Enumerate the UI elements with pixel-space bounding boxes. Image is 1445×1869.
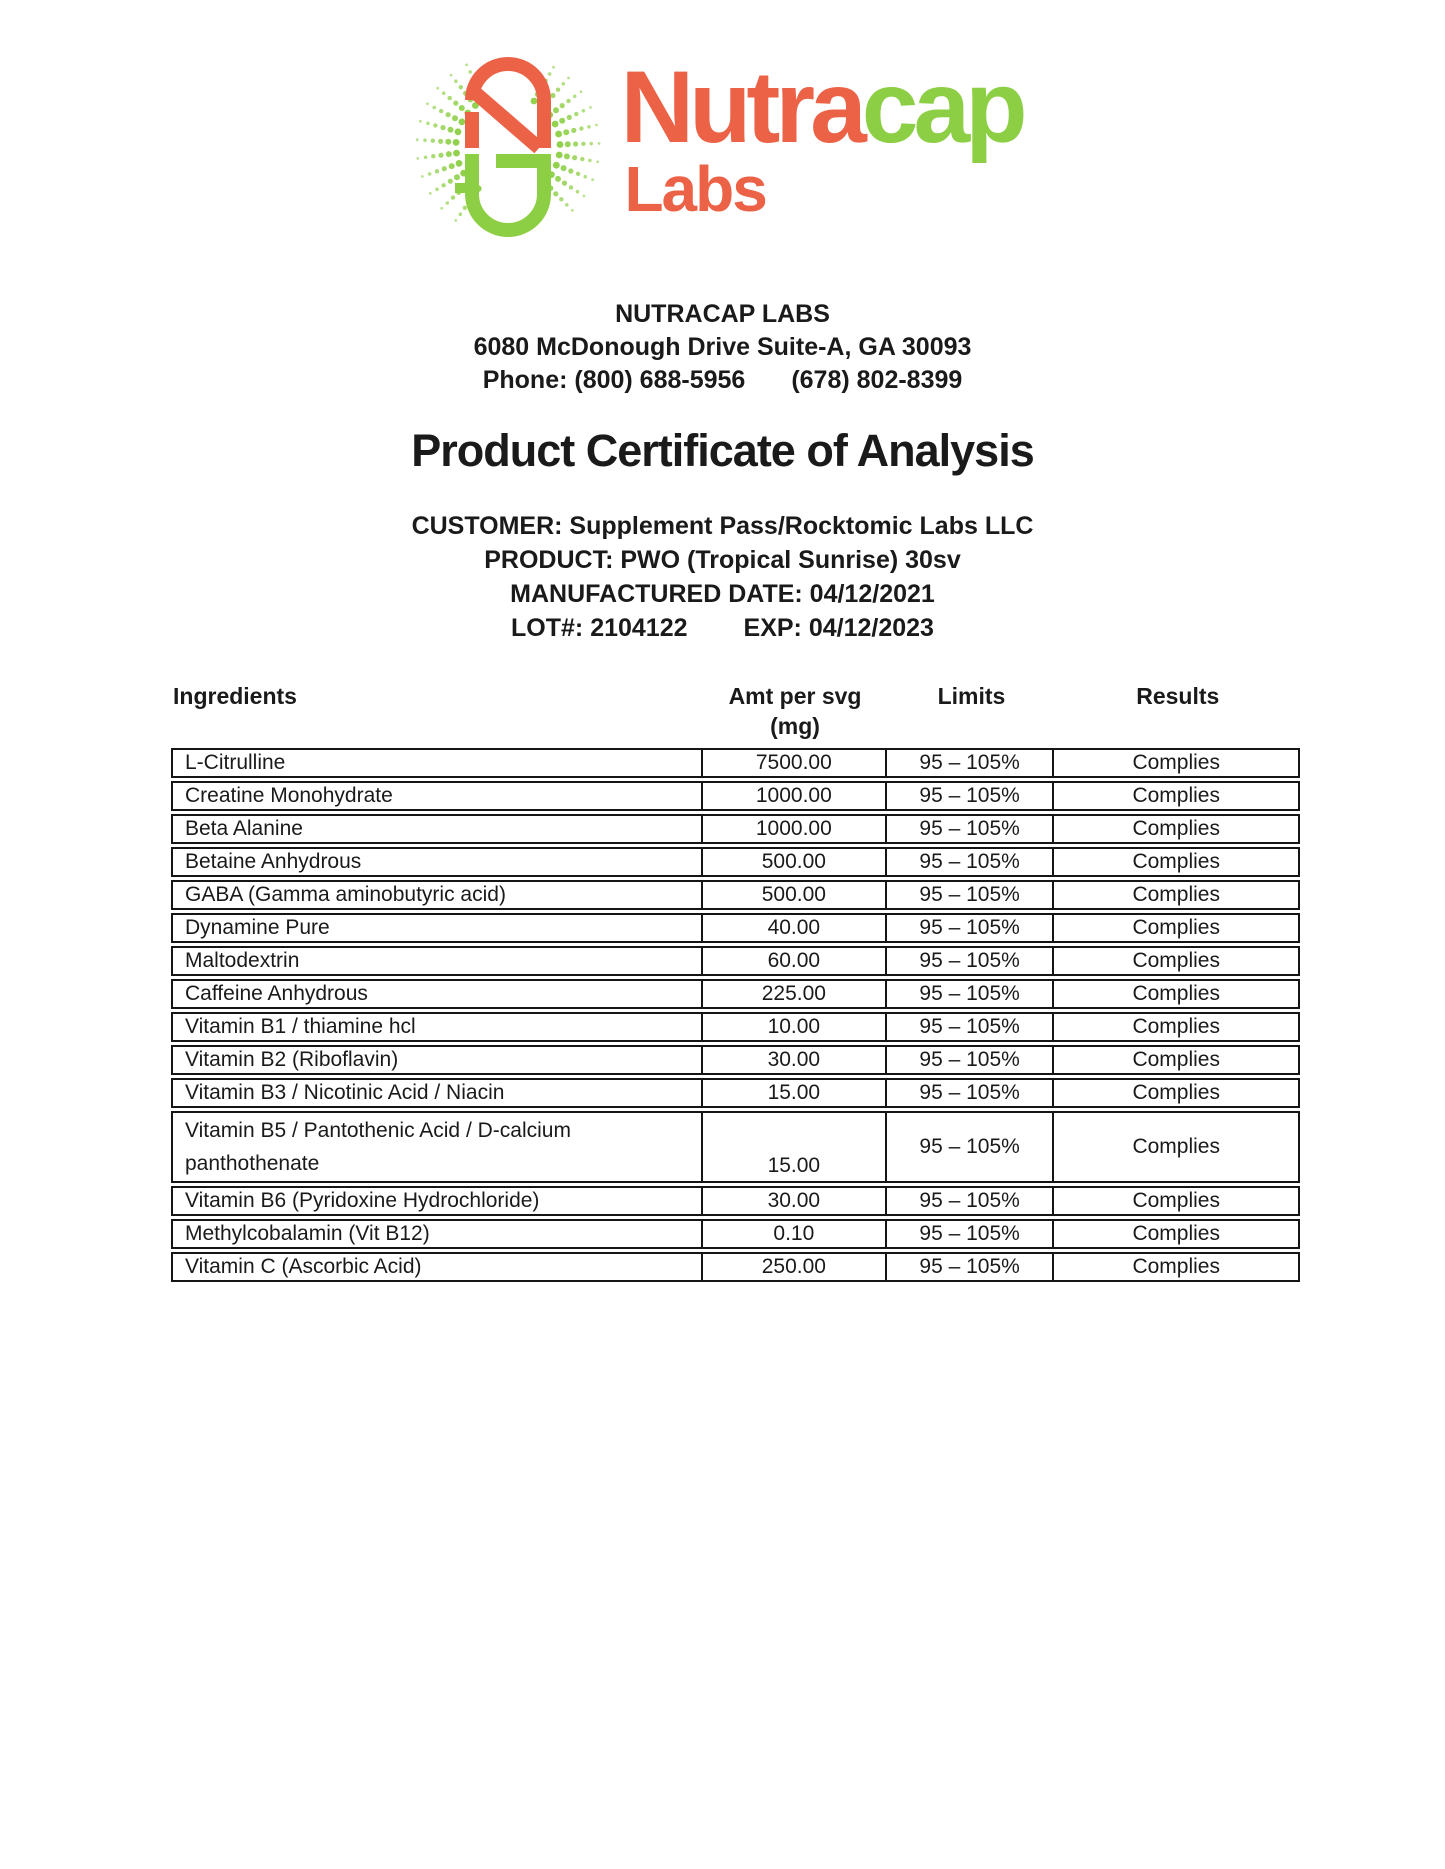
- company-phone-primary: Phone: (800) 688-5956: [482, 366, 746, 394]
- amount-cell: 10.00: [703, 1014, 887, 1040]
- limits-cell: 95 – 105%: [887, 915, 1055, 941]
- ingredient-cell: Vitamin C (Ascorbic Acid): [173, 1254, 703, 1280]
- ingredient-cell: Dynamine Pure: [173, 915, 703, 941]
- limits-cell: 95 – 105%: [887, 849, 1055, 875]
- ingredient-cell: Vitamin B3 / Nicotinic Acid / Niacin: [173, 1080, 703, 1106]
- nutracap-logo: [0, 0, 1445, 242]
- table-header-row: [171, 681, 1300, 741]
- amount-cell: 500.00: [703, 882, 887, 908]
- column-header-results: Results: [1136, 683, 1220, 709]
- table-row: [171, 979, 1300, 1009]
- amount-cell: 7500.00: [703, 750, 887, 776]
- ingredient-cell: GABA (Gamma aminobutyric acid): [173, 882, 703, 908]
- table-rows: [171, 748, 1300, 1282]
- result-cell: Complies: [1132, 1081, 1220, 1104]
- limits-cell: 95 – 105%: [887, 948, 1055, 974]
- table-row: [171, 781, 1300, 811]
- amount-cell: 30.00: [703, 1188, 887, 1214]
- ingredient-cell: Creatine Monohydrate: [173, 783, 703, 809]
- ingredient-cell: Vitamin B5 / Pantothenic Acid / D-calcium panthothenate: [173, 1113, 703, 1181]
- table-row: [171, 847, 1300, 877]
- limits-cell: 95 – 105%: [887, 1188, 1055, 1214]
- table-row: [171, 814, 1300, 844]
- column-header-limits: Limits: [937, 683, 1006, 709]
- result-cell: Complies: [1132, 1189, 1220, 1212]
- result-cell: Complies: [1132, 1015, 1220, 1038]
- company-address: 6080 McDonough Drive Suite-A, GA 30093: [473, 333, 972, 361]
- result-cell: Complies: [1132, 784, 1220, 807]
- logo-word-primary: Nutra: [620, 50, 862, 164]
- table-row: [171, 1111, 1300, 1183]
- amount-cell: 1000.00: [703, 783, 887, 809]
- manufactured-date-line: MANUFACTURED DATE: 04/12/2021: [510, 580, 935, 608]
- company-phone-row: [0, 364, 1445, 397]
- table-row: [171, 748, 1300, 778]
- amount-cell: 60.00: [703, 948, 887, 974]
- amount-cell: 500.00: [703, 849, 887, 875]
- ingredients-table: [171, 681, 1300, 1282]
- customer-line: CUSTOMER: Supplement Pass/Rocktomic Labs LLC: [411, 512, 1034, 540]
- result-cell: Complies: [1132, 1222, 1220, 1245]
- limits-cell: 95 – 105%: [887, 750, 1055, 776]
- result-cell: Complies: [1132, 817, 1220, 840]
- column-header-amount: Amt per svg (mg): [728, 683, 862, 739]
- ingredient-cell: L-Citrulline: [173, 750, 703, 776]
- order-info-block: [0, 509, 1445, 645]
- ingredient-cell: Betaine Anhydrous: [173, 849, 703, 875]
- result-cell: Complies: [1132, 751, 1220, 774]
- logo-wordmark: [620, 50, 1023, 225]
- company-block: [0, 298, 1445, 397]
- logo-word-secondary: cap: [861, 50, 1023, 164]
- ingredient-cell: Caffeine Anhydrous: [173, 981, 703, 1007]
- limits-cell: 95 – 105%: [887, 783, 1055, 809]
- capsule-top-half: [472, 64, 544, 148]
- table-row: [171, 913, 1300, 943]
- limits-cell: 95 – 105%: [887, 1014, 1055, 1040]
- logo-word-sub: Labs: [624, 153, 766, 225]
- result-cell: Complies: [1132, 1135, 1220, 1158]
- page-title: Product Certificate of Analysis: [411, 425, 1034, 476]
- table-row: [171, 1219, 1300, 1249]
- result-cell: Complies: [1132, 916, 1220, 939]
- amount-cell: 225.00: [703, 981, 887, 1007]
- ingredient-cell: Vitamin B6 (Pyridoxine Hydrochloride): [173, 1188, 703, 1214]
- ingredient-cell: Beta Alanine: [173, 816, 703, 842]
- result-cell: Complies: [1132, 850, 1220, 873]
- column-header-ingredients: Ingredients: [173, 683, 297, 709]
- company-name: NUTRACAP LABS: [615, 300, 830, 328]
- table-row: [171, 880, 1300, 910]
- ingredient-cell: Vitamin B1 / thiamine hcl: [173, 1014, 703, 1040]
- amount-cell: 30.00: [703, 1047, 887, 1073]
- table-row: [171, 1012, 1300, 1042]
- capsule-left-tick: [455, 183, 465, 193]
- amount-cell: 15.00: [703, 1113, 887, 1181]
- product-line: PRODUCT: PWO (Tropical Sunrise) 30sv: [484, 546, 961, 574]
- table-row: [171, 1078, 1300, 1108]
- limits-cell: 95 – 105%: [887, 1113, 1055, 1181]
- exp-date: EXP: 04/12/2023: [743, 614, 934, 642]
- company-phone-secondary: (678) 802-8399: [791, 366, 963, 394]
- result-cell: Complies: [1132, 883, 1220, 906]
- limits-cell: 95 – 105%: [887, 1254, 1055, 1280]
- logo-word: [620, 50, 1023, 164]
- limits-cell: 95 – 105%: [887, 981, 1055, 1007]
- amount-cell: 15.00: [703, 1080, 887, 1106]
- result-cell: Complies: [1132, 1255, 1220, 1278]
- amount-cell: 0.10: [703, 1221, 887, 1247]
- limits-cell: 95 – 105%: [887, 1221, 1055, 1247]
- ingredient-cell: Methylcobalamin (Vit B12): [173, 1221, 703, 1247]
- amount-cell: 250.00: [703, 1254, 887, 1280]
- table-row: [171, 1186, 1300, 1216]
- amount-cell: 1000.00: [703, 816, 887, 842]
- limits-cell: 95 – 105%: [887, 882, 1055, 908]
- result-cell: Complies: [1132, 949, 1220, 972]
- table-row: [171, 946, 1300, 976]
- capsule-logo-icon: [408, 50, 608, 242]
- result-cell: Complies: [1132, 1048, 1220, 1071]
- capsule-bottom-half: [472, 154, 548, 230]
- table-row: [171, 1252, 1300, 1282]
- limits-cell: 95 – 105%: [887, 816, 1055, 842]
- ingredient-cell: Maltodextrin: [173, 948, 703, 974]
- amount-cell: 40.00: [703, 915, 887, 941]
- lot-exp-line: [0, 611, 1445, 645]
- ingredient-cell: Vitamin B2 (Riboflavin): [173, 1047, 703, 1073]
- limits-cell: 95 – 105%: [887, 1080, 1055, 1106]
- table-row: [171, 1045, 1300, 1075]
- limits-cell: 95 – 105%: [887, 1047, 1055, 1073]
- lot-number: LOT#: 2104122: [511, 614, 688, 642]
- result-cell: Complies: [1132, 982, 1220, 1005]
